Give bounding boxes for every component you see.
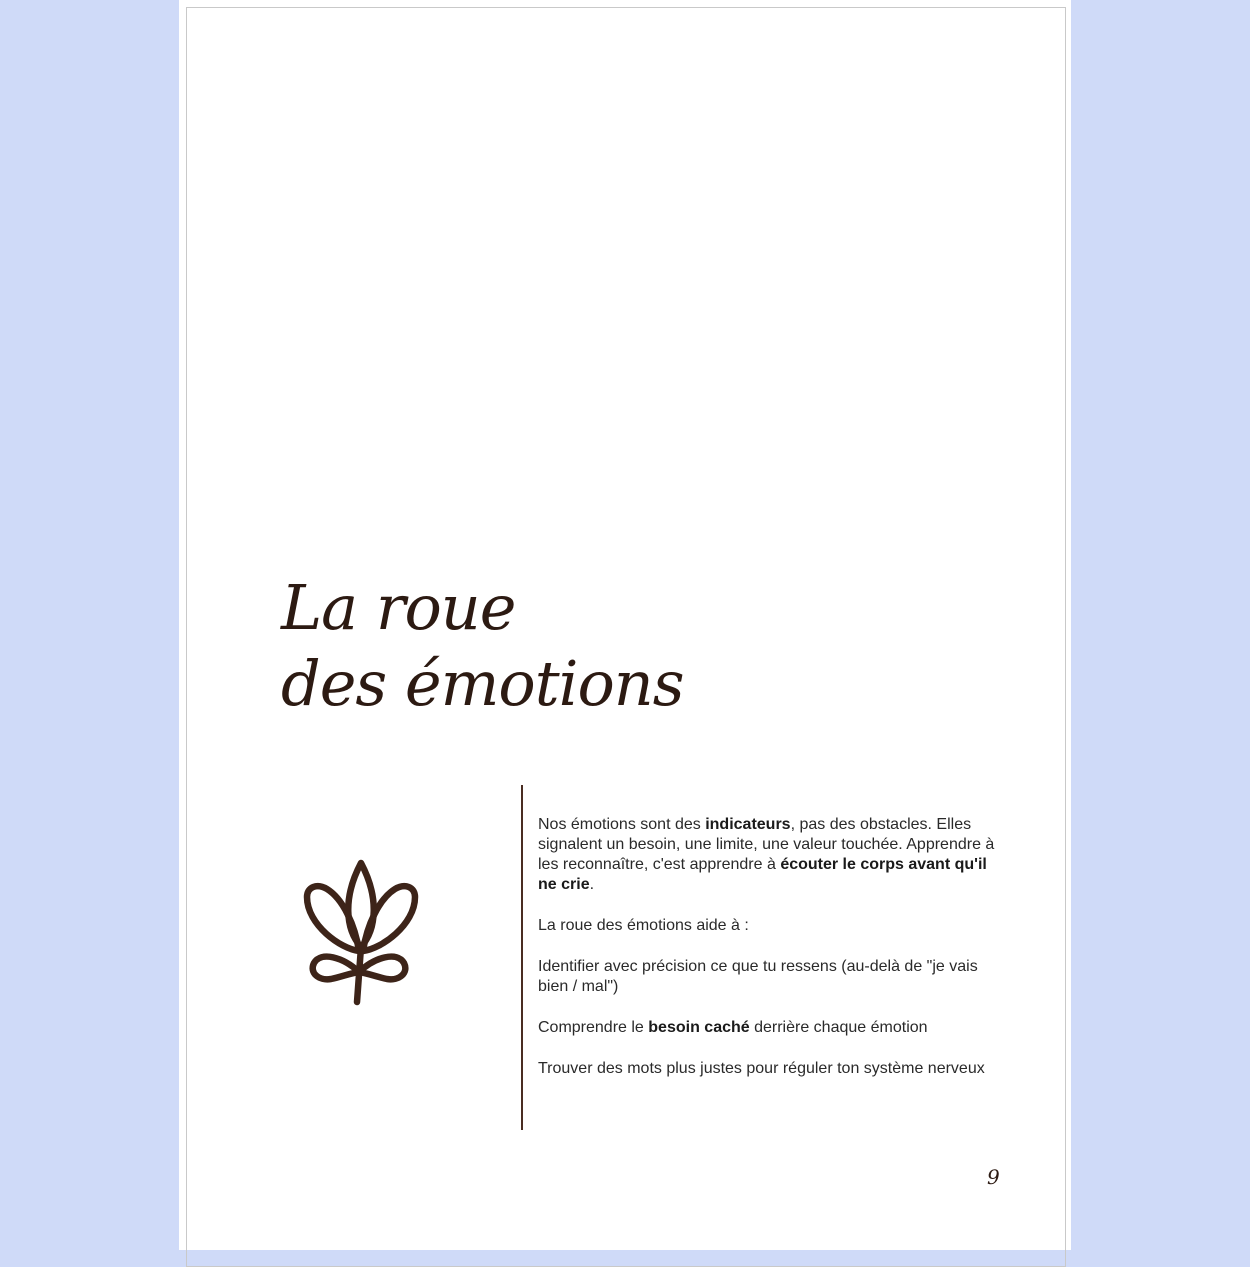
point-text: derrière chaque émotion: [749, 1019, 928, 1036]
intro-text: , pas des obstacles. Elles signalent un besoin, une limite, une valeur touchée. Apprendre à les reconnaître, c'est apprendre à: [538, 816, 995, 873]
intro-text: Nos émotions sont des: [538, 816, 706, 833]
page-number: 9: [987, 1165, 1000, 1189]
point-words: Trouver des mots plus justes pour réguler ton système nerveux: [538, 1060, 985, 1077]
leaf-icon: [299, 855, 424, 1010]
lead-paragraph: La roue des émotions aide à :: [538, 917, 749, 934]
intro-paragraph: [538, 815, 1008, 895]
vertical-divider: [521, 785, 523, 1130]
point-bold-need: besoin caché: [648, 1019, 750, 1036]
point-identify: Identifier avec précision ce que tu ressens (au-delà de "je vais bien / mal"): [538, 958, 978, 995]
document-page: [179, 0, 1071, 1250]
intro-text: .: [589, 876, 595, 893]
page-title: [281, 570, 684, 722]
point-text: Comprendre le: [538, 1019, 649, 1036]
intro-bold-listen: écouter le corps avant qu'il ne crie: [538, 856, 987, 893]
title-line-1: La roue: [281, 571, 516, 644]
title-line-2: des émotions: [281, 647, 684, 720]
body-text: [538, 815, 1008, 1100]
intro-bold-indicators: indicateurs: [705, 816, 791, 833]
point-understand: [538, 1018, 1008, 1038]
